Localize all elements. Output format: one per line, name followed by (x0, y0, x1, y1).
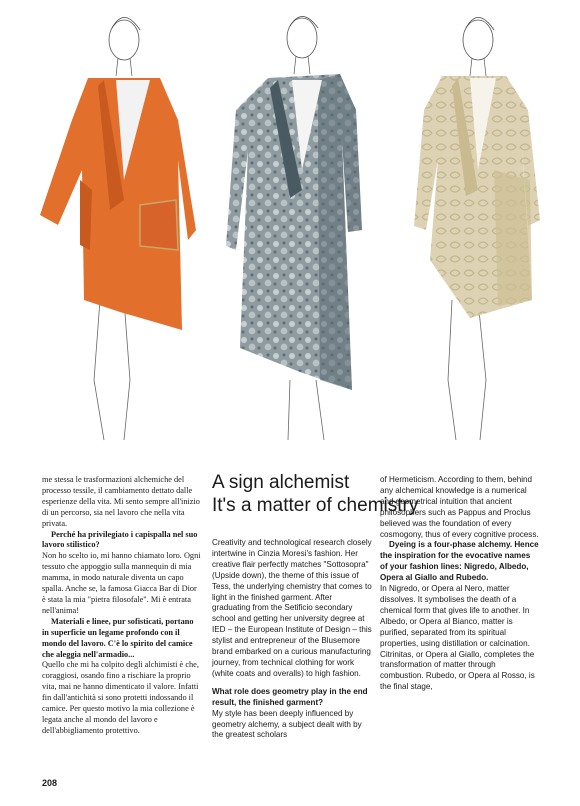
figure-cream-coat (414, 17, 540, 440)
english-question: Dyeing is a four-phase alchemy. Hence the inspiration for the evocative names of your fashion lines: Nigredo, Albedo, Opera al Giallo and Rubedo. (380, 540, 539, 583)
italian-answer: Non ho scelto io, mi hanno chiamato loro. Ogni tessuto che appoggio sulla mannequin di mia mamma, in modo naturale diventa un capo spalla. Anche se, la famosa Giacca Bar di Dior è stata la mia "pietra filosofale". Mi è entrata nell'anima! (42, 551, 201, 615)
english-text-column-1 (212, 538, 372, 741)
english-question: What role does geometry play in the end result, the finished garment? (212, 686, 368, 707)
english-text-column-2 (380, 475, 540, 693)
page-number: 208 (42, 778, 58, 788)
english-paragraph: Creativity and technological research closely intertwine in Cinzia Moresi's fashion. Her creative flair perfectly matches "Sottosopra" (Upside down), the theme of this issue of Tess, the underlying chemistry that comes to light in the finished garment. After graduating from the Setificio secondary school and getting her university degree at IED – the European Institute of Design – this stylist and entrepreneur of the Blusemore brand embarked on a curious manufacturing journey, from technical clothing for work (white coats and overalls) to high fashion. (212, 538, 372, 678)
italian-question: Perché ha privilegiato i capispalla nel suo lavoro stilistico? (42, 529, 198, 550)
english-answer: In Nigredo, or Opera al Nero, matter dissolves. It symbolises the death of a chemical form that gives life to another. In Albedo, or Opera al Bianco, matter is purified, separated from its spiritual properties, using distillation or calcination. Citrinitas, or Opera al Giallo, completes the transformation of matter through combustion. Rubedo, or Opera al Rosso, is the final stage, (380, 584, 535, 692)
figure-grey-floral-coat (226, 16, 362, 440)
title-line-1: A sign alchemist (212, 472, 350, 493)
title-line-2: It's a matter of chemistry (212, 495, 419, 516)
italian-question: Materiali e linee, pur sofisticati, portano in superficie un legame profondo con il mondo del lavoro. C'è lo spirito del camice che aleggia nell'armadio... (42, 616, 194, 659)
italian-paragraph: me stessa le trasformazioni alchemiche del processo tessile, il cambiamento dettato dalle esperienze della vita. Mi sento sempre all'inizio di un percorso, sia nel lavoro che nella vita privata. (42, 475, 200, 528)
italian-text-column (42, 475, 202, 737)
italian-answer: Quello che mi ha colpito degli alchimisti è che, coraggiosi, osando fino a rischiare la proprio vita, mai ne hanno dimenticato il valore. Infatti fin dall'antichità si sono protetti indossando il camice. Per questo motivo la mia collezione è legata anche al mondo del lavoro e dell'abbigliamento protettivo. (42, 660, 199, 735)
english-paragraph: of Hermeticism. According to them, behind any alchemical knowledge is a numerical and geometrical intuition that ancient philosophers such as Pappus and Proclus believed was the foundation of every cosmogony, thus of every cognitive process. (380, 475, 539, 539)
english-answer: My style has been deeply influenced by geometry alchemy, a subject dealt with by the greatest scholars (212, 708, 362, 740)
figure-orange-coat (40, 17, 196, 440)
